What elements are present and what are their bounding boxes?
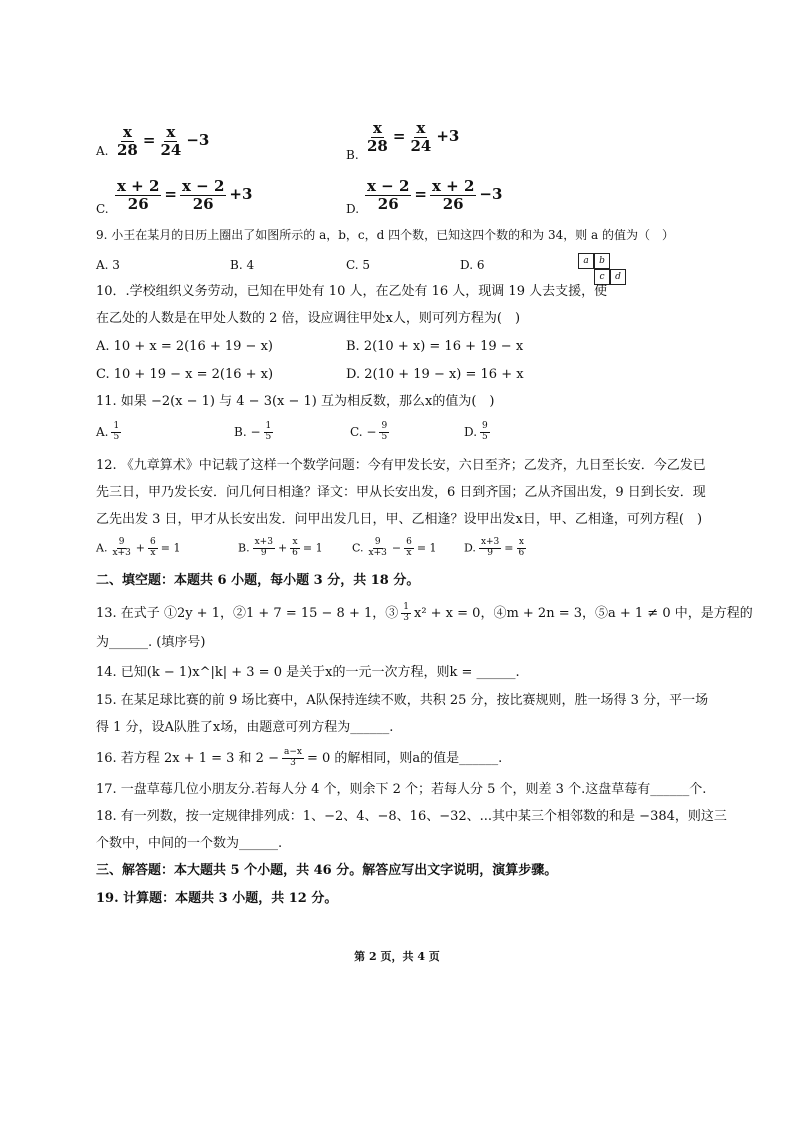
q13-frac-den: 3 <box>403 612 409 623</box>
q8b-tail: +3 <box>436 127 460 145</box>
q11d-num: 9 <box>482 421 488 431</box>
q12b-f2d: 6 <box>292 547 298 558</box>
page-footer: 第 2 页，共 4 页 <box>354 950 440 963</box>
q12c-op: − <box>391 541 402 555</box>
q8b-right-num: x <box>416 119 426 137</box>
q12c-tail: = 1 <box>416 541 437 555</box>
q11d-den: 5 <box>482 431 488 442</box>
q12b-op: + <box>277 541 288 555</box>
q8-option-c <box>112 178 252 212</box>
q12b-tail: = 1 <box>302 541 323 555</box>
q12d-f1n: x+3 <box>480 537 500 547</box>
q19-text: 19. 计算题：本题共 3 小题，共 12 分。 <box>96 891 338 906</box>
q12-option-c <box>352 538 437 559</box>
q11c-label: C. − <box>350 424 377 439</box>
q11a-den: 5 <box>113 431 120 442</box>
section-2-heading: 二、填空题：本题共 6 小题，每小题 3 分，共 18 分。 <box>96 573 420 588</box>
q12a-op: + <box>135 541 146 555</box>
q11-text: 11. 如果 −2(x − 1) 与 4 − 3(x − 1) 互为相反数，那么x的值为( ) <box>96 394 495 409</box>
q8d-right-num: x + 2 <box>431 177 475 195</box>
q8b-left-den: 28 <box>367 136 388 155</box>
q11-option-b <box>234 422 276 443</box>
q14-text: 14. 已知(k − 1)x^|k| + 3 = 0 是关于x的一元一次方程，则k = ______. <box>96 665 520 680</box>
q12d-f2n: x <box>518 537 524 547</box>
q12d-label: D. <box>464 541 476 555</box>
q8a-tail: −3 <box>186 131 210 149</box>
q8c-left-num: x + 2 <box>117 177 160 195</box>
q11d-label: D. <box>464 424 478 439</box>
q11b-label: B. − <box>234 424 261 439</box>
q12b-label: B. <box>238 541 250 555</box>
q11-option-d <box>464 422 493 443</box>
q13-line2: 为______. (填序号) <box>96 635 206 650</box>
q8-option-d <box>362 178 502 212</box>
q8d-eq: = <box>414 185 427 203</box>
q9-option-d: D. 6 <box>460 258 485 272</box>
q12d-op: = <box>504 541 514 555</box>
q12b-f1n: x+3 <box>254 537 273 547</box>
q10-option-a: A. 10 + x = 2(16 + 19 − x) <box>96 339 273 354</box>
q8c-left-den: 26 <box>127 194 149 213</box>
q12c-f1n: 9 <box>374 537 381 547</box>
q11c-den: 5 <box>381 431 388 442</box>
q12b-f1d: 9 <box>260 547 267 558</box>
q8-option-a-label: A. <box>96 144 109 158</box>
q9-option-b: B. 4 <box>230 258 255 272</box>
q11a-label: A. <box>96 424 109 439</box>
q12c-f2n: 6 <box>406 537 412 547</box>
q11b-num: 1 <box>265 421 272 431</box>
q12-line3: 乙先出发 3 日，甲才从长安出发．问甲出发几日，甲、乙相逢？设甲出发x日，甲、乙相逢，可列方程( ) <box>96 512 703 527</box>
q16-text <box>96 748 502 769</box>
q8c-eq: = <box>164 185 177 203</box>
q12-line2: 先三日，甲乃发长安．问几何日相逢？译文：甲从长安出发，6 日到齐国；乙从齐国出发，9 日到长安．现 <box>96 485 706 500</box>
q8-option-a <box>112 124 209 158</box>
q8d-right-den: 26 <box>442 194 464 213</box>
q12a-label: A. <box>96 541 108 555</box>
q8a-right-num: x <box>166 123 176 141</box>
q8d-left-num: x − 2 <box>367 177 410 195</box>
section-3-heading: 三、解答题：本大题共 5 个小题，共 46 分。解答应写出文字说明，演算步骤。 <box>96 863 558 878</box>
q9-text: 9. 小王在某月的日历上圈出了如图所示的 a，b，c，d 四个数，已知这四个数的和为 34，则 a 的值为（ ） <box>96 228 675 242</box>
q15-line2: 得 1 分，设A队胜了x场，由题意可列方程为______. <box>96 720 394 735</box>
calendar-cell-c: c <box>594 269 610 285</box>
q11b-den: 5 <box>265 431 272 442</box>
q8a-right-den: 24 <box>160 140 182 159</box>
calendar-cell-d: d <box>610 269 626 285</box>
q12c-f1d: x+3 <box>368 547 387 558</box>
q8-option-c-label: C. <box>96 202 109 216</box>
q17-text: 17. 一盘草莓几位小朋友分.若每人分 4 个，则余下 2 个；若每人分 5 个，则差 3 个.这盘草莓有______个. <box>96 782 707 797</box>
q8a-left-num: x <box>122 123 132 141</box>
q13-frac-num: 1 <box>403 602 409 612</box>
q10-line2: 在乙处的人数是在甲处人数的 2 倍，设应调往甲处x人，则可列方程为( ) <box>96 311 521 326</box>
q16-frac-num: a−x <box>283 747 302 757</box>
q8-option-b <box>362 120 459 154</box>
q12a-f2d: x <box>150 547 156 558</box>
q8a-eq: = <box>142 131 156 149</box>
q8d-tail: −3 <box>479 185 503 203</box>
q18-line2: 个数中，中间的一个数为______. <box>96 836 283 851</box>
q11-option-c <box>350 422 392 443</box>
q10-option-d: D. 2(10 + 19 − x) = 16 + x <box>346 367 524 382</box>
q10-option-c: C. 10 + 19 − x = 2(16 + x) <box>96 367 274 382</box>
q9-option-a: A. 3 <box>96 258 120 272</box>
q12-option-a <box>96 538 180 559</box>
q12a-f1d: x+3 <box>112 547 131 558</box>
q10-option-b: B. 2(10 + x) = 16 + 19 − x <box>346 339 524 354</box>
q16-post: = 0 的解相同，则a的值是______. <box>306 750 503 766</box>
q16-pre: 16. 若方程 2x + 1 = 3 和 2 − <box>96 750 279 766</box>
q12a-tail: = 1 <box>160 541 181 555</box>
q15-line1: 15. 在某足球比赛的前 9 场比赛中，A队保持连续不败，共积 25 分，按比赛规则，胜一场得 3 分，平一场 <box>96 693 709 708</box>
q8-option-d-label: D. <box>346 202 360 216</box>
q8c-right-num: x − 2 <box>181 177 225 195</box>
q8b-left-num: x <box>372 119 382 137</box>
q12-line1: 12. 《九章算术》中记载了这样一个数学问题：今有甲发长安，六日至齐；乙发齐，九日至长安．今乙发已 <box>96 458 706 473</box>
q8c-tail: +3 <box>229 185 253 203</box>
q12-option-d <box>464 538 529 559</box>
q12c-f2d: x <box>406 547 412 558</box>
q12-option-b <box>238 538 323 559</box>
q12d-f2d: 6 <box>518 547 525 558</box>
q11a-num: 1 <box>113 421 120 431</box>
q12c-label: C. <box>352 541 364 555</box>
q8b-eq: = <box>392 127 406 145</box>
q13-line1 <box>96 603 753 624</box>
q11-option-a <box>96 422 124 443</box>
q16-frac-den: 3 <box>290 757 296 768</box>
q12a-f1n: 9 <box>118 537 125 547</box>
calendar-cell-a: a <box>578 253 594 269</box>
q9-option-c: C. 5 <box>346 258 371 272</box>
q8-option-b-label: B. <box>346 148 359 162</box>
q13-line1-b: x² + x = 0，④m + 2n = 3，⑤a + 1 ≠ 0 中，是方程的 <box>413 605 753 621</box>
q8d-left-den: 26 <box>377 194 399 213</box>
q18-line1: 18. 有一列数，按一定规律排列成：1、−2、4、−8、16、−32、...其中某三个相邻数的和是 −384，则这三 <box>96 809 727 824</box>
q13-line1-a: 13. 在式子 ①2y + 1，②1 + 7 = 15 − 8 + 1，③ <box>96 605 399 621</box>
q12d-f1d: 9 <box>487 547 493 558</box>
q12a-f2n: 6 <box>150 537 156 547</box>
q10-line1: 10．.学校组织义务劳动，已知在甲处有 10 人，在乙处有 16 人，现调 19 人去支援，使 <box>96 284 608 299</box>
q11c-num: 9 <box>381 421 388 431</box>
q12b-f2n: x <box>292 537 298 547</box>
q8b-right-den: 24 <box>410 136 432 155</box>
q8c-right-den: 26 <box>192 194 214 213</box>
calendar-cell-b: b <box>594 253 610 269</box>
q8a-left-den: 28 <box>117 140 138 159</box>
